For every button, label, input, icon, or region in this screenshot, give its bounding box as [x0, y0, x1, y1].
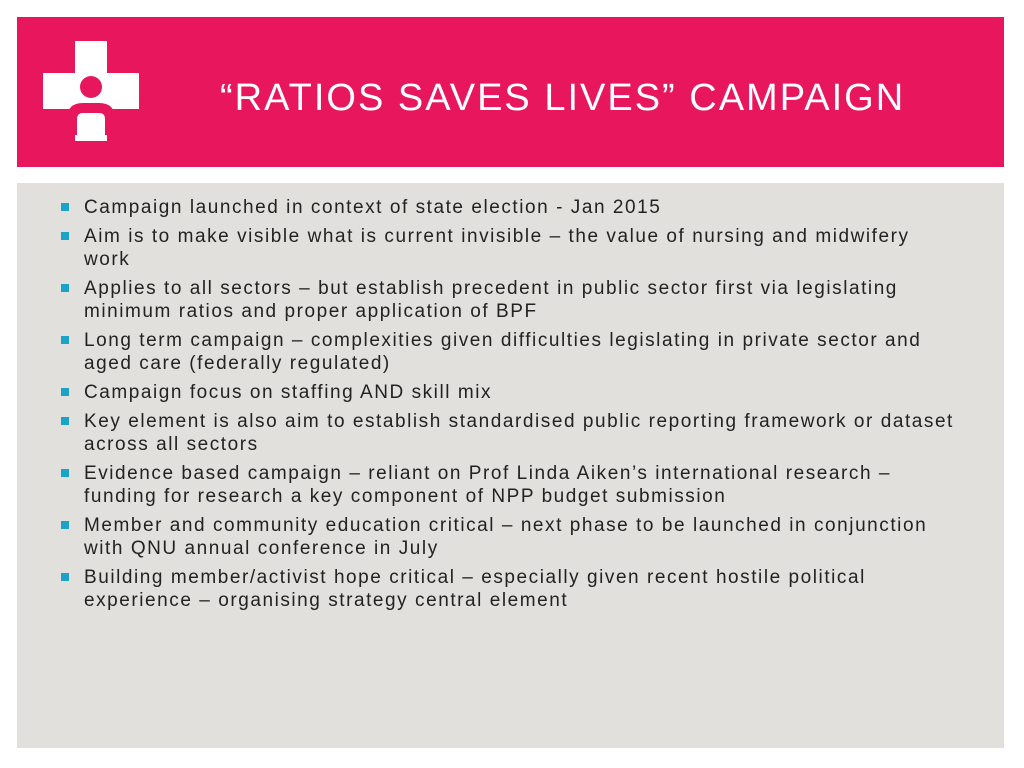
square-bullet-icon [61, 521, 69, 529]
bullet-text: Applies to all sectors – but establish precedent in public sector first via legislating minimum ratios and proper application of BPF [84, 278, 898, 322]
bullet-list [61, 196, 961, 618]
square-bullet-icon [61, 388, 69, 396]
bullet-item [61, 566, 961, 612]
bullet-text: Evidence based campaign – reliant on Prof Linda Aiken’s international research – funding for research a key component of NPP budget submission [84, 463, 892, 507]
bullet-item [61, 329, 961, 375]
bullet-text: Building member/activist hope critical – especially given recent hostile political experience – organising strategy central element [84, 567, 866, 611]
bullet-item [61, 196, 961, 219]
bullet-item [61, 462, 961, 508]
slide-title: “RATIOS SAVES LIVES” CAMPAIGN [220, 77, 906, 119]
bullet-item [61, 225, 961, 271]
content-panel [17, 183, 1004, 748]
square-bullet-icon [61, 469, 69, 477]
bullet-text: Key element is also aim to establish standardised public reporting framework or dataset across all sectors [84, 411, 954, 455]
bullet-text: Campaign launched in context of state election - Jan 2015 [84, 197, 662, 218]
square-bullet-icon [61, 417, 69, 425]
bullet-text: Aim is to make visible what is current invisible – the value of nursing and midwifery work [84, 226, 910, 270]
bullet-item [61, 514, 961, 560]
bullet-item [61, 277, 961, 323]
square-bullet-icon [61, 203, 69, 211]
medical-cross-person-icon [43, 41, 139, 141]
square-bullet-icon [61, 573, 69, 581]
bullet-text: Long term campaign – complexities given difficulties legislating in private sector and aged care (federally regulated) [84, 330, 922, 374]
title-banner [17, 17, 1004, 167]
square-bullet-icon [61, 336, 69, 344]
bullet-text: Campaign focus on staffing AND skill mix [84, 382, 493, 403]
bullet-item [61, 410, 961, 456]
bullet-item [61, 381, 961, 404]
square-bullet-icon [61, 232, 69, 240]
bullet-text: Member and community education critical – next phase to be launched in conjunction with QNU annual conference in July [84, 515, 928, 559]
square-bullet-icon [61, 284, 69, 292]
